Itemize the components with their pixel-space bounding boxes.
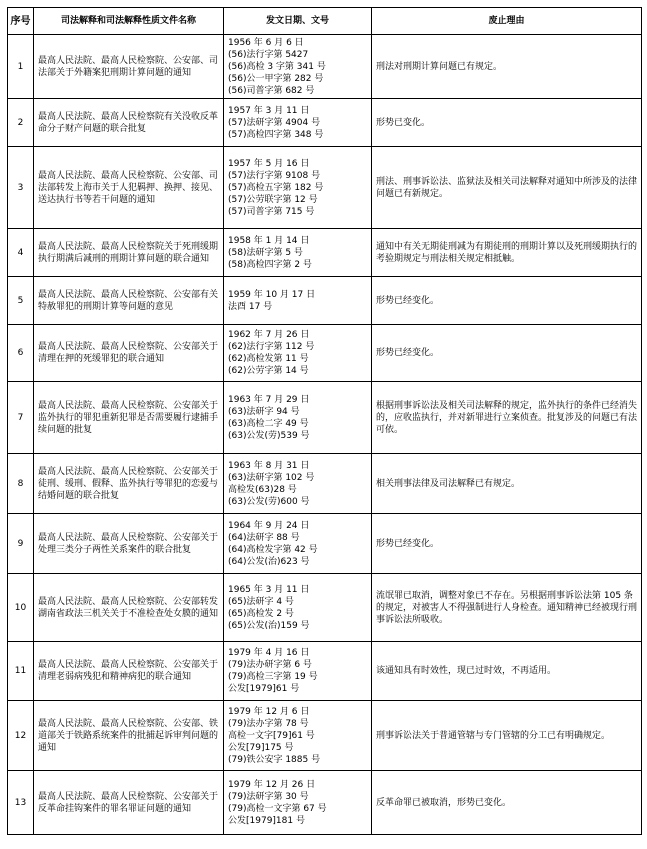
- document-number: (79)法办字第 78 号: [228, 718, 309, 729]
- row-date-docno: [224, 701, 372, 771]
- row-date-docno: [224, 454, 372, 514]
- row-seq: 6: [8, 325, 34, 382]
- document-number: (79)高检一文字第 67 号: [228, 803, 327, 814]
- row-document-name: 最高人民法院、最高人民检察院、公安部关于徒刑、缓刑、假释、监外执行等罪犯的恋爱与结婚问题的联合批复: [34, 454, 224, 514]
- row-repeal-reason: 流氓罪已取消，调整对象已不存在。另根据刑事诉讼法第 105 条的规定，对被害人不得强制进行人身检查。通知精神已经被现行刑事诉讼法所吸收。: [372, 574, 642, 642]
- row-date-docno: [224, 382, 372, 454]
- document-number: (64)法研字 88 号: [228, 532, 300, 543]
- document-number: (79)铁公安字 1885 号: [228, 754, 321, 765]
- document-number: (79)法办研字第 6 号: [228, 660, 312, 670]
- row-repeal-reason: 相关刑事法律及司法解释已有规定。: [372, 454, 642, 514]
- document-number: (62)法行字第 112 号: [228, 342, 315, 352]
- document-number: 公发[1979]181 号: [228, 815, 305, 826]
- document-number: (58)法研字第 5 号: [228, 247, 303, 258]
- document-number: (56)高检 3 字第 341 号: [228, 61, 326, 72]
- row-seq: 10: [8, 574, 34, 642]
- row-document-name: 最高人民法院、最高人民检察院、公安部、司法部关于外籍案犯刑期计算问题的通知: [34, 35, 224, 99]
- document-number: (63)法研字第 102 号: [228, 472, 315, 483]
- row-repeal-reason: 刑法对刑期计算问题已有规定。: [372, 35, 642, 99]
- table-row: [8, 701, 642, 771]
- row-date-docno: [224, 642, 372, 701]
- issue-date: 1965 年 3 月 11 日: [228, 584, 310, 595]
- issue-date: 1956 年 6 月 6 日: [228, 37, 304, 48]
- row-seq: 11: [8, 642, 34, 701]
- document-number: (63)法研字 94 号: [228, 406, 300, 417]
- row-repeal-reason: 反革命罪已被取消，形势已变化。: [372, 771, 642, 835]
- table-body: [8, 35, 642, 835]
- document-number: (62)公劳字第 14 号: [228, 366, 309, 376]
- row-document-name: 最高人民法院、最高人民检察院、公安部、司法部转发上海市关于人犯羁押、换押、接见、送达执行书等若干问题的通知: [34, 147, 224, 229]
- row-document-name: 最高人民法院、最高人民检察院、公安部有关特赦罪犯的刑期计算等问题的意见: [34, 277, 224, 325]
- row-date-docno: [224, 771, 372, 835]
- row-date-docno: [224, 514, 372, 574]
- issue-date: 1958 年 1 月 14 日: [228, 235, 310, 246]
- issue-date: 1957 年 3 月 11 日: [228, 105, 310, 116]
- issue-date: 1957 年 5 月 16 日: [228, 158, 310, 169]
- row-seq: 1: [8, 35, 34, 99]
- document-number: (57)法行字第 9108 号: [228, 170, 321, 181]
- row-date-docno: [224, 147, 372, 229]
- table-row: [8, 382, 642, 454]
- document-number: (57)法研字第 4904 号: [228, 117, 321, 128]
- row-document-name: 最高人民法院、最高人民检察院、公安部关于处理三类分子两性关系案件的联合批复: [34, 514, 224, 574]
- table-row: [8, 277, 642, 325]
- row-date-docno: [224, 325, 372, 382]
- issue-date: 1962 年 7 月 26 日: [228, 330, 310, 340]
- document-number: (56)法行字第 5427: [228, 49, 309, 60]
- table-row: [8, 514, 642, 574]
- issue-date: 1979 年 12 月 26 日: [228, 779, 316, 790]
- issue-date: 1964 年 9 月 24 日: [228, 520, 310, 531]
- row-document-name: 最高人民法院、最高人民检察院、公安部关于监外执行的罪犯重新犯罪是否需要履行逮捕手续问题的批复: [34, 382, 224, 454]
- header-row: [8, 8, 642, 35]
- document-number: (57)高检四字第 348 号: [228, 129, 324, 140]
- row-repeal-reason: 通知中有关无期徒刑减为有期徒刑的刑期计算以及死刑缓期执行的考验期规定与刑法相关规定相抵触。: [372, 229, 642, 277]
- document-number: (57)司普字第 715 号: [228, 206, 315, 217]
- issue-date: 1963 年 8 月 31 日: [228, 460, 310, 471]
- row-repeal-reason: 形势已经变化。: [372, 514, 642, 574]
- row-date-docno: [224, 574, 372, 642]
- document-number: (64)公发(治)623 号: [228, 556, 310, 567]
- document-number: (57)高检五字第 182 号: [228, 182, 324, 193]
- document-number: (65)高检发 2 号: [228, 608, 294, 619]
- issue-date: 1963 年 7 月 29 日: [228, 394, 310, 405]
- row-repeal-reason: 形势已变化。: [372, 99, 642, 147]
- row-repeal-reason: 根据刑事诉讼法及相关司法解释的规定，监外执行的条件已经消失的，应收监执行，并对新罪进行立案侦查。批复涉及的问题已有法可依。: [372, 382, 642, 454]
- table-row: [8, 229, 642, 277]
- repeal-table: [7, 7, 642, 835]
- document-number: 公发[79]175 号: [228, 742, 294, 753]
- row-repeal-reason: 该通知具有时效性，现已过时效，不再适用。: [372, 642, 642, 701]
- table-row: [8, 642, 642, 701]
- document-number: (62)高检发第 11 号: [228, 354, 309, 364]
- document-number: (64)高检发字第 42 号: [228, 544, 318, 555]
- document-number: 高检一文字[79]61 号: [228, 730, 315, 741]
- issue-date: 1959 年 10 月 17 日: [228, 289, 316, 300]
- table-row: [8, 325, 642, 382]
- row-document-name: 最高人民法院、最高人民检察院、公安部关于清理老弱病残犯和精神病犯的联合通知: [34, 642, 224, 701]
- row-seq: 3: [8, 147, 34, 229]
- row-seq: 2: [8, 99, 34, 147]
- header-seq: 序号: [8, 8, 34, 35]
- document-number: (65)法研字 4 号: [228, 596, 294, 607]
- row-document-name: 最高人民法院、最高人民检察院关于死刑缓期执行期满后减刑的刑期计算问题的联合通知: [34, 229, 224, 277]
- document-number: (56)司普字第 682 号: [228, 85, 315, 96]
- row-date-docno: [224, 35, 372, 99]
- document-number: (63)高检二字 49 号: [228, 418, 309, 429]
- row-seq: 9: [8, 514, 34, 574]
- row-document-name: 最高人民法院、最高人民检察院、公安部、铁道部关于铁路系统案件的批捕起诉审判问题的通知: [34, 701, 224, 771]
- row-seq: 5: [8, 277, 34, 325]
- row-seq: 4: [8, 229, 34, 277]
- document-number: (65)公发(治)159 号: [228, 620, 310, 631]
- table-row: [8, 147, 642, 229]
- document-number: 法酉 17 号: [228, 301, 273, 312]
- document-number: (58)高检四字第 2 号: [228, 259, 312, 270]
- document-number: (79)高检三字第 19 号: [228, 672, 318, 682]
- row-repeal-reason: 刑事诉讼法关于普通管辖与专门管辖的分工已有明确规定。: [372, 701, 642, 771]
- row-repeal-reason: 形势已经变化。: [372, 277, 642, 325]
- table-row: [8, 771, 642, 835]
- row-date-docno: [224, 277, 372, 325]
- row-seq: 7: [8, 382, 34, 454]
- row-seq: 13: [8, 771, 34, 835]
- header-name: 司法解释和司法解释性质文件名称: [34, 8, 224, 35]
- row-repeal-reason: 形势已经变化。: [372, 325, 642, 382]
- table-row: [8, 99, 642, 147]
- issue-date: 1979 年 4 月 16 日: [228, 648, 310, 658]
- row-seq: 12: [8, 701, 34, 771]
- document-number: 公发[1979]61 号: [228, 684, 300, 694]
- document-number: (63)公发(劳)539 号: [228, 430, 310, 441]
- row-document-name: 最高人民法院、最高人民检察院有关没收反革命分子财产问题的联合批复: [34, 99, 224, 147]
- table-row: [8, 574, 642, 642]
- header-reason: 废止理由: [372, 8, 642, 35]
- document-number: (56)公一甲字第 282 号: [228, 73, 324, 84]
- issue-date: 1979 年 12 月 6 日: [228, 706, 310, 717]
- row-document-name: 最高人民法院、最高人民检察院、公安部关于清理在押的死缓罪犯的联合通知: [34, 325, 224, 382]
- document-number: (57)公劳联字第 12 号: [228, 194, 318, 205]
- row-document-name: 最高人民法院、最高人民检察院、公安部转发湖南省政法三机关关于不准检查处女膜的通知: [34, 574, 224, 642]
- row-date-docno: [224, 99, 372, 147]
- document-number: 高检发(63)28 号: [228, 484, 297, 495]
- table-row: [8, 454, 642, 514]
- document-number: (79)法研字第 30 号: [228, 791, 309, 802]
- document-number: (63)公发(劳)600 号: [228, 496, 310, 507]
- header-date: 发文日期、文号: [224, 8, 372, 35]
- row-seq: 8: [8, 454, 34, 514]
- row-document-name: 最高人民法院、最高人民检察院、公安部关于反革命挂钩案件的罪名罪证问题的通知: [34, 771, 224, 835]
- row-date-docno: [224, 229, 372, 277]
- table-row: [8, 35, 642, 99]
- row-repeal-reason: 刑法、刑事诉讼法、监狱法及相关司法解释对通知中所涉及的法律问题已有新规定。: [372, 147, 642, 229]
